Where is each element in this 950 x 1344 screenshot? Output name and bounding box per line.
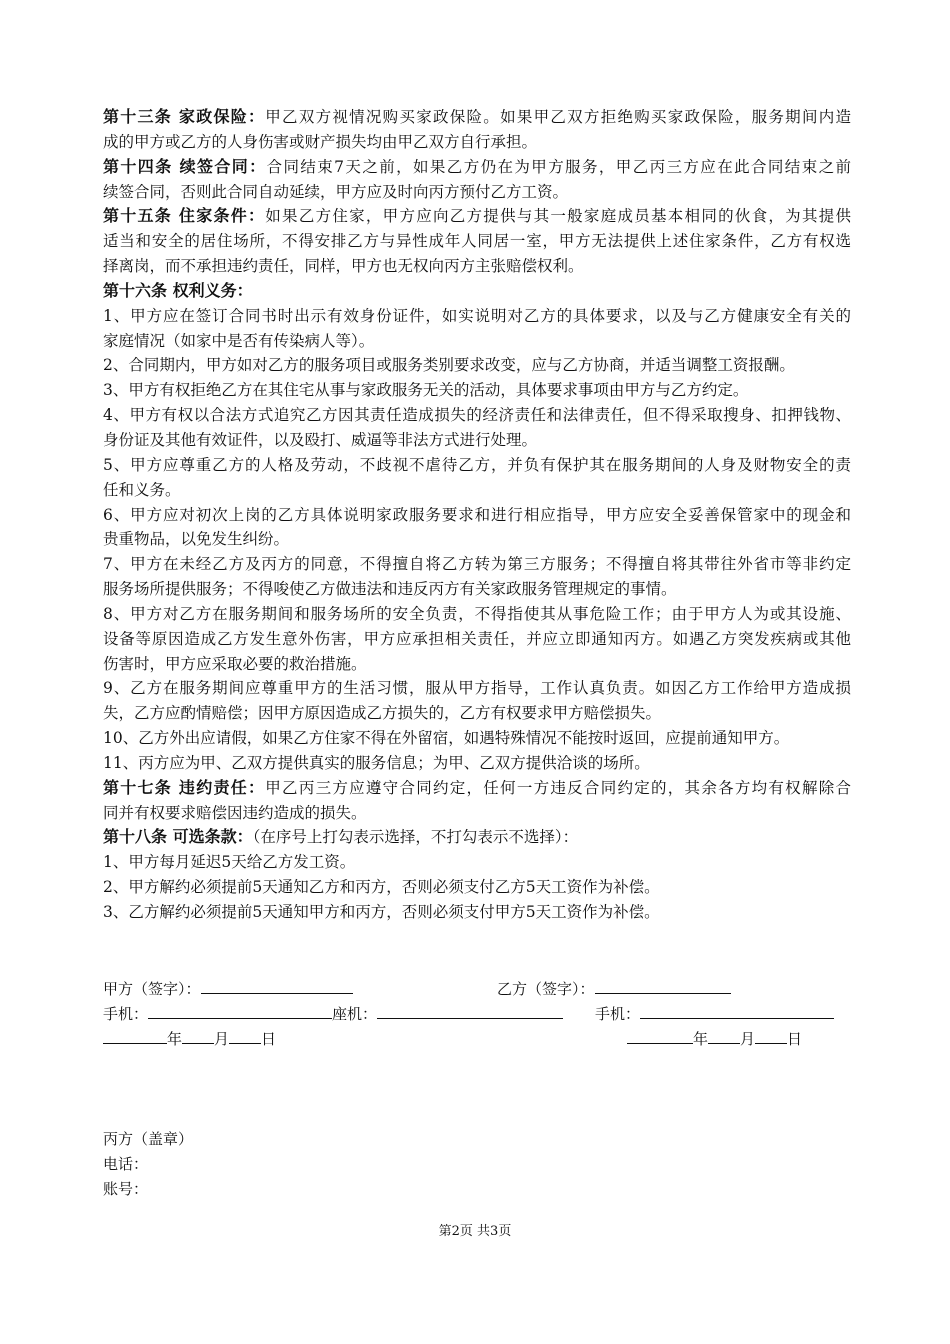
clause-heading: 第十五条 住家条件：	[103, 206, 266, 226]
clause-text: 2、甲方解约必须提前5天通知乙方和丙方，否则必须支付乙方5天工资作为补偿。	[103, 878, 660, 897]
clause-text: 贵重物品，以免发生纠纷。	[103, 530, 290, 549]
clause-heading: 第十八条 可选条款：	[103, 827, 253, 847]
list-item-line	[103, 478, 851, 503]
clause-text: 3、乙方解约必须提前5天通知甲方和丙方，否则必须支付甲方5天工资作为补偿。	[103, 903, 660, 921]
clause-text: 设备等原因造成乙方发生意外伤害，甲方应承担相关责任，并应立即通知丙方。如遇乙方突发疾病或其他	[103, 629, 851, 648]
clause-text: 4、甲方有权以合法方式追究乙方因其责任造成损失的经济责任和法律责任，但不得采取搜身、扣押钱物、	[103, 406, 851, 425]
list-item-line	[103, 900, 851, 925]
party-b-sign-row	[497, 978, 731, 999]
party-b-month-field[interactable]	[708, 1029, 740, 1044]
clause-text: 5、甲方应尊重乙方的人格及劳动，不歧视不虐待乙方，并负有保护其在服务期间的人身及财物安全的责	[103, 455, 851, 474]
clause-text: 甲乙丙三方应遵守合同约定，任何一方违反合同约定的，其余各方均有权解除合	[265, 778, 851, 797]
party-a-contact-row	[103, 1003, 563, 1024]
party-a-landline-label: 座机：	[332, 1005, 378, 1023]
clause-line	[103, 801, 851, 826]
contract-body	[103, 105, 851, 925]
clause-line	[103, 130, 851, 155]
clause-text: 伤害时，甲方应采取必要的救治措施。	[103, 654, 367, 673]
party-b-sign-field[interactable]	[595, 979, 731, 994]
list-item-line	[103, 329, 851, 354]
clause-line	[103, 279, 851, 304]
clause-text: 8、甲方对乙方在服务期间和服务场所的安全负责，不得指使其从事危险工作；由于甲方人为或其设施、	[103, 604, 851, 623]
clause-text: 10、乙方外出应请假，如果乙方住家不得在外留宿，如遇特殊情况不能按时返回，应提前通知甲方。	[103, 729, 790, 748]
list-item-line	[103, 577, 851, 602]
clause-text: 1、甲方应在签订合同书时出示有效身份证件，如实说明对乙方的具体要求，以及与乙方健康安全有关的	[103, 306, 851, 325]
party-c-account-label: 账号：	[103, 1180, 149, 1198]
clause-line	[103, 776, 851, 801]
clause-heading: 第十四条 续签合同：	[103, 156, 267, 176]
clause-text: 如果乙方住家，甲方应向乙方提供与其一般家庭成员基本相同的伙食，为其提供	[265, 207, 851, 226]
clause-heading: 第十七条 违约责任：	[103, 777, 266, 797]
list-item-line	[103, 304, 851, 329]
day-label: 日	[261, 1030, 277, 1048]
party-b-mobile-label: 手机：	[595, 1005, 641, 1023]
clause-text: 合同结束7天之前，如果乙方仍在为甲方服务，甲乙丙三方应在此合同结束之前	[266, 157, 851, 176]
clause-text: 身份证及其他有效证件，以及殴打、威逼等非法方式进行处理。	[103, 430, 538, 449]
clause-text: 家庭情况（如家中是否有传染病人等）。	[103, 331, 375, 350]
clause-line	[103, 254, 851, 279]
clause-heading: 第十三条 家政保险：	[103, 107, 266, 126]
party-b-date-row	[627, 1028, 802, 1049]
list-item-line	[103, 875, 851, 900]
party-a-sign-row	[103, 978, 353, 999]
list-item-line	[103, 453, 851, 478]
clause-text: 7、甲方在未经乙方及丙方的同意，不得擅自将乙方转为第三方服务；不得擅自将其带往外省市等非约定	[103, 555, 851, 574]
year-label: 年	[693, 1030, 709, 1048]
clause-text: （在序号上打勾表示选择，不打勾表示不选择）：	[252, 828, 579, 847]
month-label: 月	[214, 1030, 230, 1048]
clause-text: 1、甲方每月延迟5天给乙方发工资。	[103, 853, 356, 872]
list-item-line	[103, 602, 851, 627]
list-item-line	[103, 652, 851, 677]
list-item-line	[103, 726, 851, 751]
list-item-line	[103, 503, 851, 528]
party-c-seal-label: 丙方（盖章）	[103, 1130, 194, 1148]
list-item-line	[103, 676, 851, 701]
list-item-line	[103, 353, 851, 378]
party-b-sign-label: 乙方（签字）：	[497, 980, 595, 998]
clause-text: 同并有权要求赔偿因违约造成的损失。	[103, 803, 367, 822]
clause-text: 2、合同期内，甲方如对乙方的服务项目或服务类别要求改变，应与乙方协商，并适当调整工资报酬。	[103, 356, 795, 375]
clause-line	[103, 825, 851, 850]
party-b-year-field[interactable]	[627, 1029, 693, 1044]
clause-text: 服务场所提供服务；不得唆使乙方做违法和违反丙方有关家政服务管理规定的事情。	[103, 580, 677, 599]
list-item-line	[103, 751, 851, 776]
clause-line	[103, 180, 851, 205]
month-label: 月	[740, 1030, 756, 1048]
party-a-month-field[interactable]	[182, 1029, 214, 1044]
list-item-line	[103, 627, 851, 652]
clause-text: 任和义务。	[103, 480, 181, 499]
clause-line	[103, 204, 851, 229]
clause-text: 3、甲方有权拒绝乙方在其住宅从事与家政服务无关的活动，具体要求事项由甲方与乙方约定。	[103, 381, 749, 400]
party-a-day-field[interactable]	[229, 1029, 261, 1044]
party-b-day-field[interactable]	[755, 1029, 787, 1044]
page-number: 第2页 共3页	[438, 1224, 512, 1239]
clause-text: 成的甲方或乙方的人身伤害或财产损失均由甲乙双方自行承担。	[103, 132, 538, 151]
party-a-sign-label: 甲方（签字）：	[103, 980, 201, 998]
clause-text: 9、乙方在服务期间应尊重甲方的生活习惯，服从甲方指导，工作认真负责。如因乙方工作给甲方造成损	[103, 679, 851, 698]
clause-text: 失，乙方应酌情赔偿；因甲方原因造成乙方损失的，乙方有权要求甲方赔偿损失。	[103, 704, 662, 723]
day-label: 日	[787, 1030, 803, 1048]
party-b-mobile-field[interactable]	[640, 1004, 834, 1019]
clause-text: 适当和安全的居住场所，不得安排乙方与异性成年人同居一室，甲方无法提供上述住家条件，乙方有权选	[103, 232, 851, 251]
party-a-year-field[interactable]	[103, 1029, 167, 1044]
list-item-line	[103, 378, 851, 403]
party-a-landline-field[interactable]	[377, 1004, 563, 1019]
party-a-mobile-label: 手机：	[103, 1005, 149, 1023]
party-c-phone-label: 电话：	[103, 1155, 149, 1173]
list-item-line	[103, 428, 851, 453]
clause-line	[103, 105, 851, 130]
list-item-line	[103, 850, 851, 875]
party-a-date-row	[103, 1028, 276, 1049]
clause-text: 续签合同，否则此合同自动延续，甲方应及时向丙方预付乙方工资。	[103, 182, 569, 201]
clause-heading: 第十六条 权利义务：	[103, 280, 253, 300]
party-a-mobile-field[interactable]	[148, 1004, 332, 1019]
clause-text: 11、丙方应为甲、乙双方提供真实的服务信息；为甲、乙双方提供洽谈的场所。	[103, 753, 650, 772]
list-item-line	[103, 552, 851, 577]
clause-text: 择离岗，而不承担违约责任，同样，甲方也无权向丙方主张赔偿权利。	[103, 257, 584, 276]
year-label: 年	[167, 1030, 183, 1048]
party-a-sign-field[interactable]	[201, 979, 353, 994]
list-item-line	[103, 527, 851, 552]
list-item-line	[103, 403, 851, 428]
clause-text: 甲乙双方视情况购买家政保险。如果甲乙双方拒绝购买家政保险，服务期间内造	[265, 108, 851, 126]
list-item-line	[103, 701, 851, 726]
clause-line	[103, 155, 851, 180]
clause-line	[103, 229, 851, 254]
clause-text: 6、甲方应对初次上岗的乙方具体说明家政服务要求和进行相应指导，甲方应安全妥善保管家中的现金和	[103, 505, 851, 524]
party-b-contact-row	[595, 1003, 834, 1024]
